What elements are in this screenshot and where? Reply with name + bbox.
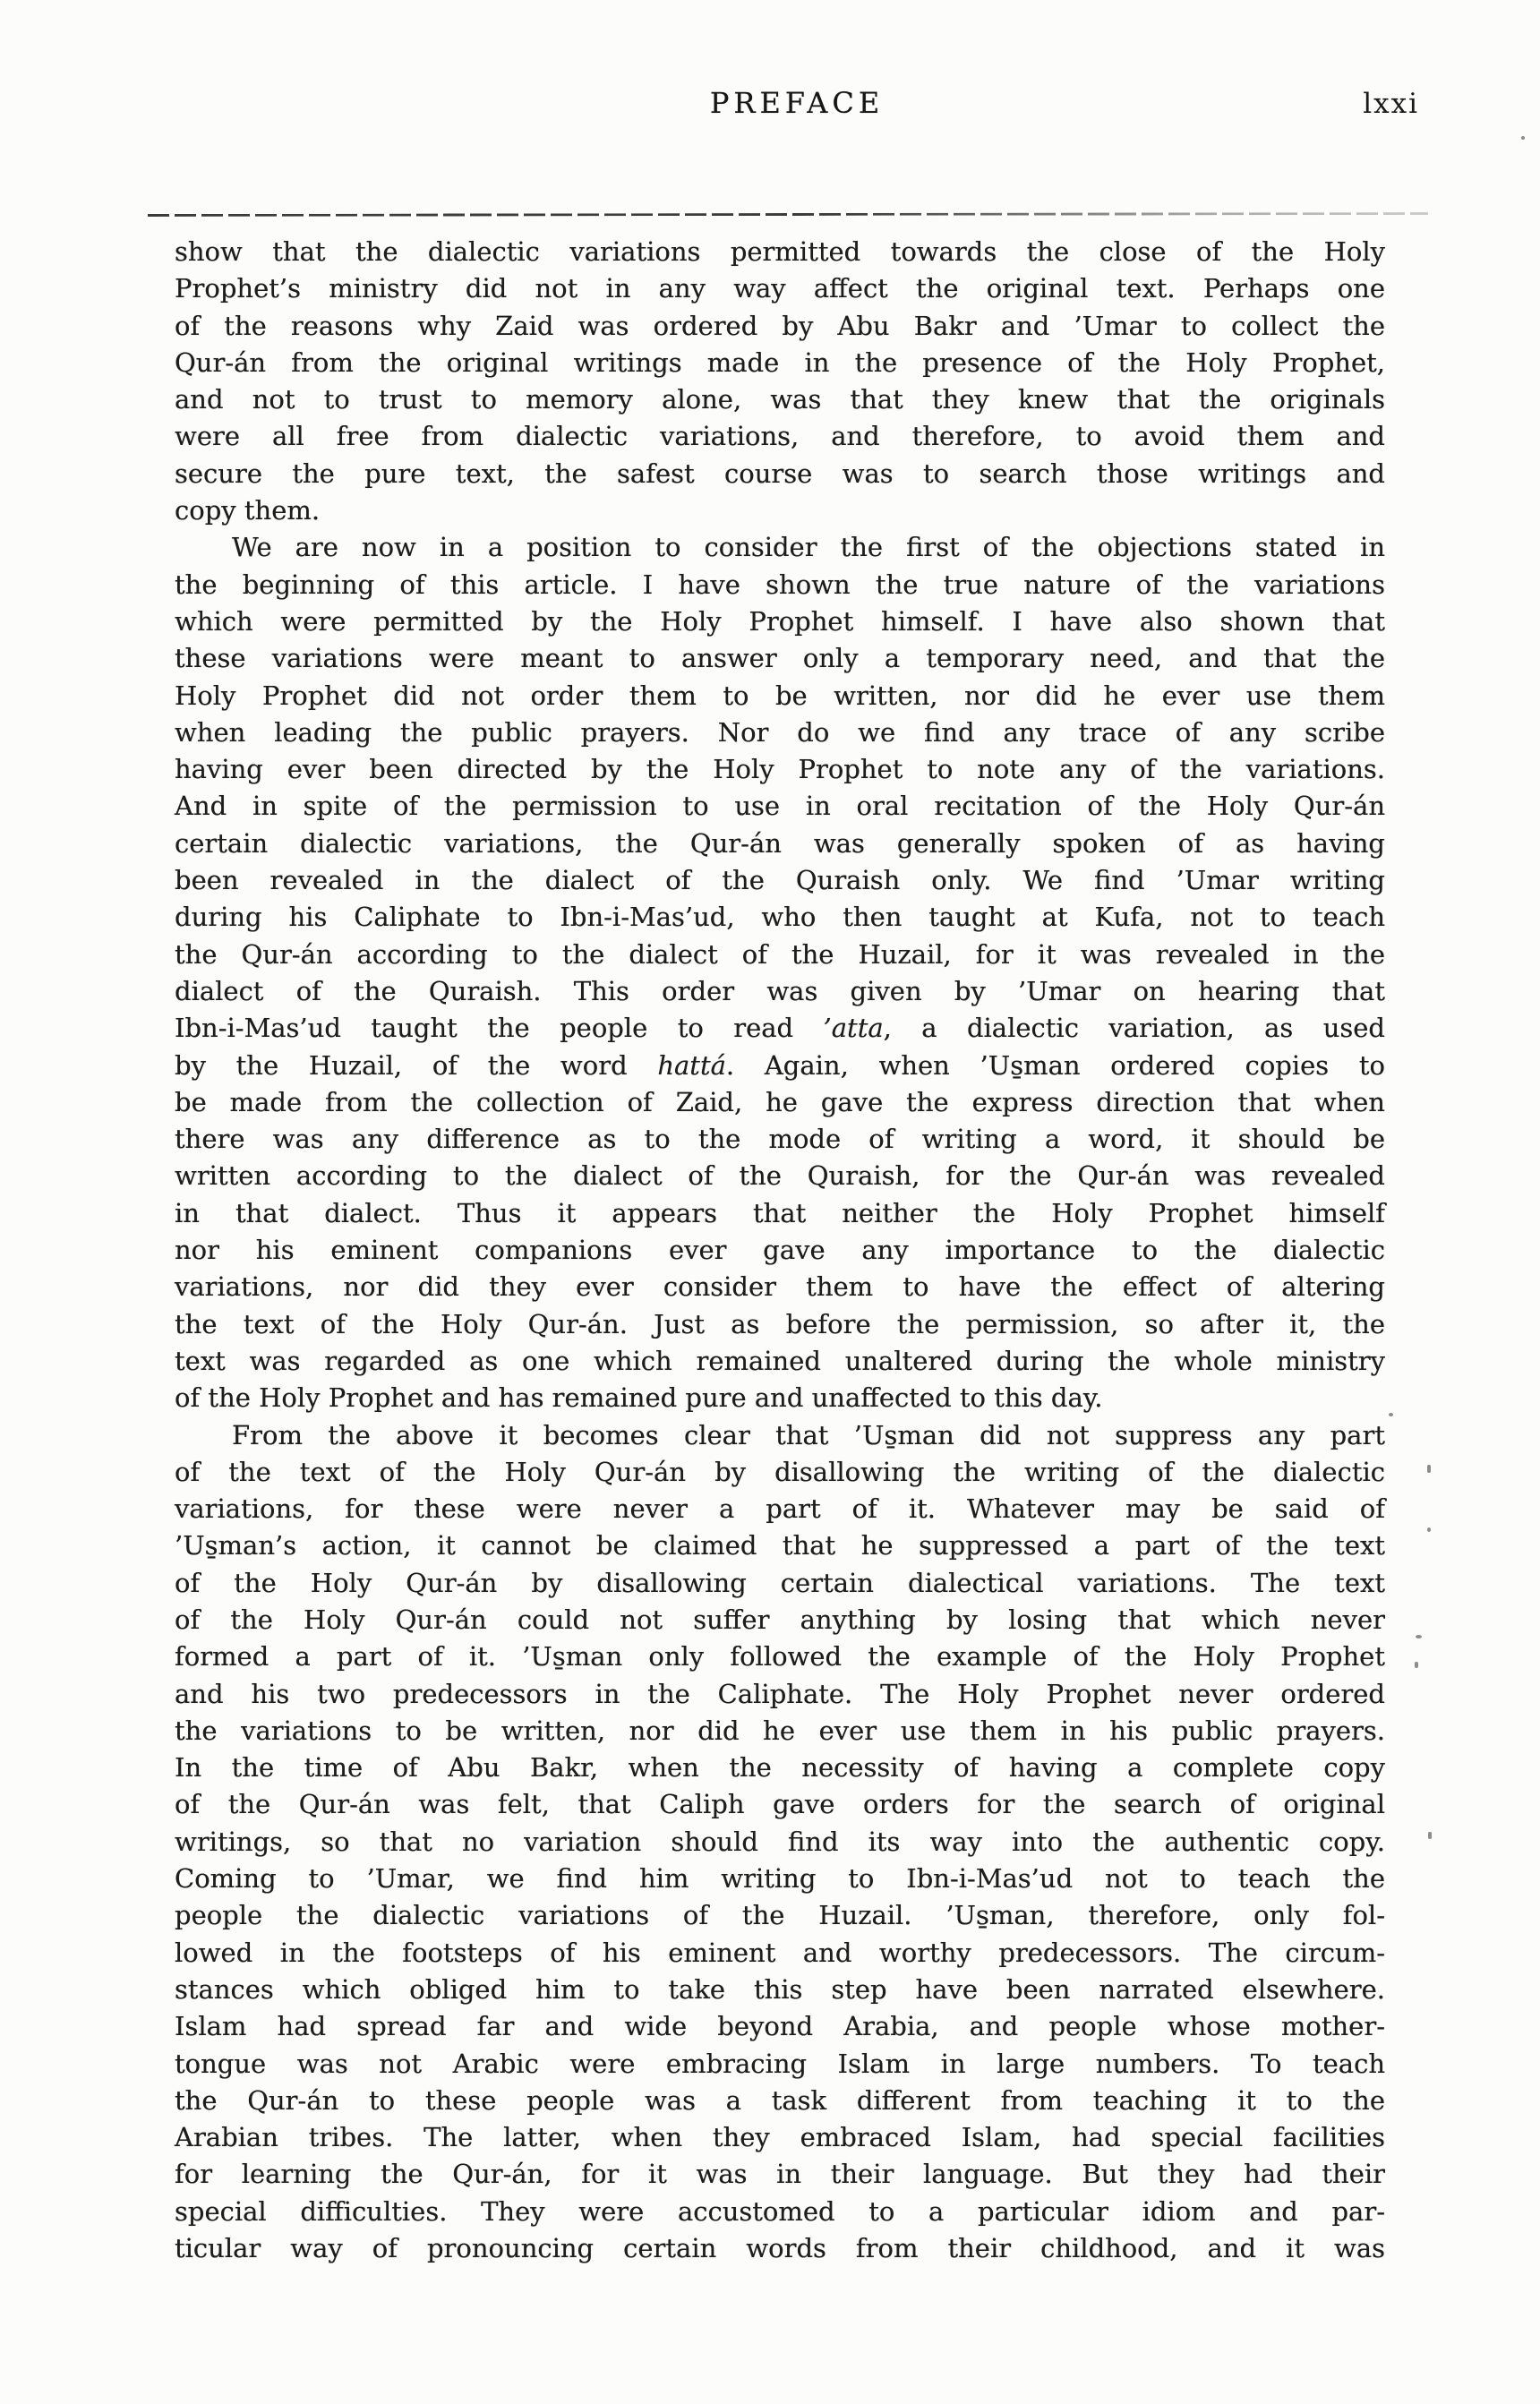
text-line — [175, 2230, 1385, 2267]
text-segment: during his Caliphate to Ibn-i-Mas’ud, who then taught at Kufa, not to teach — [175, 902, 1385, 933]
text-line — [175, 1935, 1385, 1972]
text-line — [175, 1454, 1385, 1491]
text-line — [175, 937, 1385, 973]
text-line — [175, 1121, 1385, 1158]
text-segment: special difficulties. They were accustomed to a particular idiom and par- — [175, 2195, 1385, 2227]
text-line — [175, 1972, 1385, 2008]
text-segment: , a dialectic variation, as used — [883, 1013, 1385, 1044]
text-line — [175, 381, 1385, 418]
text-segment: which were permitted by the Holy Prophet himself. I have also shown that — [175, 605, 1385, 637]
running-head — [175, 86, 1419, 125]
text-line — [175, 1195, 1385, 1232]
text-line — [175, 1824, 1385, 1861]
text-line — [175, 603, 1385, 640]
text-segment: Ibn-i-Mas’ud taught the people to read — [175, 1013, 824, 1044]
text-segment: Prophet’s ministry did not in any way affect the original text. Perhaps one — [175, 273, 1385, 304]
text-segment: . Again, when ’Us̱man ordered copies to — [725, 1049, 1385, 1081]
text-segment: for learning the Qur-án, for it was in their language. But they had their — [175, 2159, 1385, 2190]
text-segment: variations, for these were never a part of it. Whatever may be said of — [175, 1493, 1385, 1525]
text-segment: of the Qur-án was felt, that Caliph gave orders for the search of original — [175, 1789, 1385, 1820]
text-line — [175, 2083, 1385, 2119]
text-line — [175, 973, 1385, 1010]
text-line — [175, 678, 1385, 714]
text-segment: having ever been directed by the Holy Prophet to note any of the variations. — [175, 754, 1385, 785]
text-line — [175, 2008, 1385, 2045]
scan-speckle — [1389, 1413, 1393, 1416]
italic-text-segment: hattá — [657, 1049, 726, 1081]
text-line — [175, 529, 1385, 566]
text-line — [175, 308, 1385, 345]
scan-speckle — [1521, 136, 1525, 140]
scan-speckle — [1427, 1465, 1431, 1473]
text-segment: lowed in the footsteps of his eminent and worthy predecessors. The circum- — [175, 1937, 1385, 1968]
text-line — [175, 1897, 1385, 1934]
text-line — [175, 1786, 1385, 1823]
text-line — [175, 2119, 1385, 2156]
text-line — [175, 640, 1385, 677]
text-line — [175, 418, 1385, 455]
text-segment: in that dialect. Thus it appears that neither the Holy Prophet himself — [175, 1197, 1385, 1228]
text-segment: the Qur-án according to the dialect of the Huzail, for it was revealed in the — [175, 938, 1385, 970]
text-line — [175, 345, 1385, 381]
text-line — [175, 826, 1385, 862]
text-segment: of the Holy Qur-án could not suffer anything by losing that which never — [175, 1604, 1385, 1635]
scan-speckle — [1416, 1635, 1422, 1638]
text-segment: secure the pure text, the safest course was to search those writings and — [175, 458, 1385, 489]
text-segment: formed a part of it. ’Us̱man only followed the example of the Holy Prophet — [175, 1641, 1385, 1673]
text-line — [175, 1048, 1385, 1084]
text-segment: of the Holy Prophet and has remained pure and unaffected to this day. — [175, 1382, 1103, 1414]
text-segment: certain dialectic variations, the Qur-án was generally spoken of as having — [175, 827, 1385, 859]
italic-text-segment: ’atta — [823, 1013, 884, 1044]
text-block — [175, 234, 1385, 2267]
text-line — [175, 1417, 1385, 1454]
text-line — [175, 270, 1385, 307]
text-line — [175, 1565, 1385, 1602]
text-segment: Islam had spread far and wide beyond Arabia, and people whose mother- — [175, 2011, 1385, 2042]
header-divider-rule — [148, 212, 1428, 217]
text-line — [175, 567, 1385, 603]
text-segment: Holy Prophet did not order them to be written, nor did he ever use them — [175, 680, 1385, 711]
text-line — [175, 751, 1385, 788]
text-segment: the beginning of this article. I have shown the true nature of the variations — [175, 569, 1385, 600]
text-line — [175, 1232, 1385, 1269]
text-segment: of the text of the Holy Qur-án by disallowing the writing of the dialectic — [175, 1456, 1385, 1487]
text-segment: show that the dialectic variations permitted towards the close of the Holy — [175, 236, 1385, 267]
text-segment: of the reasons why Zaid was ordered by Abu Bakr and ’Umar to collect the — [175, 310, 1385, 341]
text-line — [175, 1010, 1385, 1047]
text-line — [175, 899, 1385, 936]
text-line — [175, 1602, 1385, 1638]
text-segment: Arabian tribes. The latter, when they embraced Islam, had special facilities — [175, 2122, 1385, 2153]
text-segment: by the Huzail, of the word — [175, 1049, 658, 1081]
text-segment: people the dialectic variations of the Huzail. ’Us̱man, therefore, only fol- — [175, 1900, 1385, 1931]
text-segment: the text of the Holy Qur-án. Just as before the permission, so after it, the — [175, 1308, 1385, 1339]
text-segment: when leading the public prayers. Nor do we find any trace of any scribe — [175, 716, 1385, 748]
text-line — [175, 1269, 1385, 1305]
text-line — [175, 714, 1385, 751]
text-line — [175, 2046, 1385, 2083]
text-segment: were all free from dialectic variations, and therefore, to avoid them and — [175, 421, 1385, 452]
text-segment: there was any difference as to the mode of writing a word, it should be — [175, 1124, 1385, 1155]
text-segment: copy them. — [175, 495, 321, 526]
text-segment: dialect of the Quraish. This order was given by ’Umar on hearing that — [175, 975, 1385, 1006]
text-segment: the variations to be written, nor did he ever use them in his public prayers. — [175, 1715, 1385, 1746]
text-line — [175, 1638, 1385, 1675]
text-line — [175, 2194, 1385, 2230]
text-line — [175, 862, 1385, 899]
text-segment: of the Holy Qur-án by disallowing certain dialectical variations. The text — [175, 1567, 1385, 1598]
text-segment: We are now in a position to consider the first of the objections stated in — [232, 532, 1385, 563]
text-line — [175, 1527, 1385, 1564]
text-segment: tongue was not Arabic were embracing Islam in large numbers. To teach — [175, 2048, 1385, 2079]
text-segment: and his two predecessors in the Caliphate. The Holy Prophet never ordered — [175, 1678, 1385, 1709]
text-segment: writings, so that no variation should find its way into the authentic copy. — [175, 1826, 1385, 1857]
text-line — [175, 1380, 1385, 1416]
scan-speckle — [1428, 1832, 1432, 1839]
text-line — [175, 1491, 1385, 1527]
text-line — [175, 1676, 1385, 1713]
text-segment: stances which obliged him to take this step have been narrated elsewhere. — [175, 1973, 1385, 2005]
text-segment: written according to the dialect of the Quraish, for the Qur-án was revealed — [175, 1160, 1385, 1192]
text-line — [175, 1158, 1385, 1194]
text-segment: ’Us̱man’s action, it cannot be claimed that he suppressed a part of the text — [175, 1530, 1385, 1561]
text-line — [175, 492, 1385, 529]
text-line — [175, 1084, 1385, 1121]
text-segment: been revealed in the dialect of the Quraish only. We find ’Umar writing — [175, 865, 1385, 896]
text-line — [175, 1713, 1385, 1750]
text-segment: nor his eminent companions ever gave any importance to the dialectic — [175, 1235, 1385, 1266]
text-segment: be made from the collection of Zaid, he gave the express direction that when — [175, 1086, 1385, 1117]
page-number: lxxi — [1363, 88, 1419, 120]
text-segment: text was regarded as one which remained unaltered during the whole ministry — [175, 1345, 1385, 1376]
scan-speckle — [1415, 1662, 1418, 1668]
text-segment: and not to trust to memory alone, was that they knew that the originals — [175, 384, 1385, 415]
text-line — [175, 788, 1385, 825]
text-segment: variations, nor did they ever consider them to have the effect of altering — [175, 1271, 1385, 1303]
text-segment: In the time of Abu Bakr, when the necessity of having a complete copy — [175, 1752, 1385, 1784]
scan-speckle — [1427, 1527, 1431, 1532]
text-segment: the Qur-án to these people was a task different from teaching it to the — [175, 2084, 1385, 2116]
text-segment: Coming to ’Umar, we find him writing to Ibn-i-Mas’ud not to teach the — [175, 1863, 1385, 1895]
text-line — [175, 456, 1385, 492]
text-line — [175, 1343, 1385, 1380]
text-line — [175, 1306, 1385, 1343]
text-segment: Qur-án from the original writings made in the presence of the Holy Prophet, — [175, 346, 1385, 378]
text-line — [175, 1750, 1385, 1786]
text-line — [175, 1861, 1385, 1897]
text-segment: From the above it becomes clear that ’Us̱man did not suppress any part — [232, 1419, 1385, 1450]
page-title: PREFACE — [709, 86, 885, 120]
text-segment: And in spite of the permission to use in oral recitation of the Holy Qur-án — [175, 791, 1385, 822]
text-segment: ticular way of pronouncing certain words from their childhood, and it was — [175, 2233, 1385, 2264]
text-segment: these variations were meant to answer only a temporary need, and that the — [175, 643, 1385, 674]
text-line — [175, 234, 1385, 270]
text-line — [175, 2156, 1385, 2193]
